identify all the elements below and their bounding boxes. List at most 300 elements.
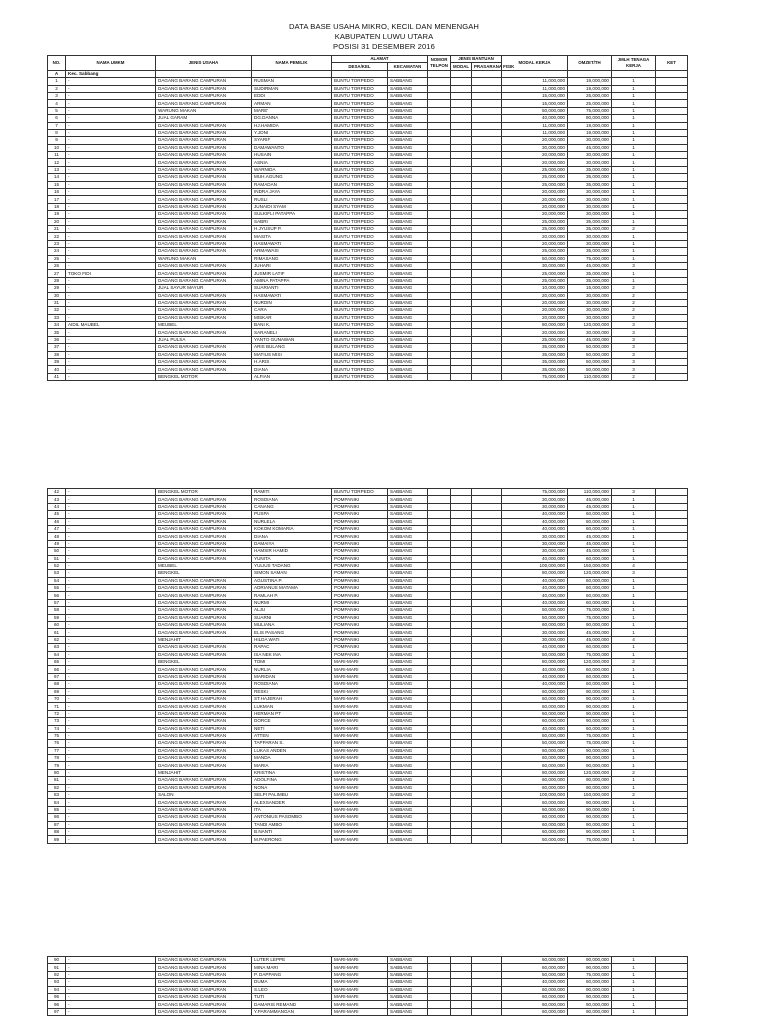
table-row bbox=[48, 979, 688, 986]
cell-nama-umkm: - bbox=[66, 152, 156, 159]
cell-no: 25 bbox=[48, 255, 66, 262]
table-row bbox=[48, 489, 688, 496]
cell-kecamatan: SABBANG bbox=[388, 496, 428, 503]
table-row bbox=[48, 159, 688, 166]
cell-modal bbox=[451, 695, 472, 702]
cell-nomor-telpon bbox=[428, 322, 451, 329]
cell-prasarana bbox=[472, 100, 502, 107]
cell-no: 16 bbox=[48, 189, 66, 196]
cell-ket bbox=[656, 784, 688, 791]
cell-no: 69 bbox=[48, 688, 66, 695]
cell-tenaga-kerja: 1 bbox=[612, 799, 656, 806]
cell-nomor-telpon bbox=[428, 107, 451, 114]
cell-tenaga-kerja: 2 bbox=[612, 307, 656, 314]
cell-tenaga-kerja: 1 bbox=[612, 78, 656, 85]
cell-nomor-telpon bbox=[428, 548, 451, 555]
cell-omzet: 110,000,000 bbox=[568, 489, 612, 496]
table-row bbox=[48, 359, 688, 366]
cell-modal bbox=[451, 979, 472, 986]
cell-nama-umkm: - bbox=[66, 166, 156, 173]
cell-nama-pemilik: ST.HAJERAH bbox=[252, 695, 332, 702]
cell-modal bbox=[451, 144, 472, 151]
cell-jenis-usaha: DAGANG BARANG CAMPURAN bbox=[156, 525, 252, 532]
cell-desa: POMPANIKI bbox=[332, 585, 388, 592]
cell-nama-umkm: - bbox=[66, 986, 156, 993]
cell-jenis-usaha: DAGANG BARANG CAMPURAN bbox=[156, 725, 252, 732]
cell-kecamatan: SABBANG bbox=[388, 152, 428, 159]
cell-modal bbox=[451, 248, 472, 255]
cell-omzet: 45,000,000 bbox=[568, 144, 612, 151]
cell-desa: MARI-MARI bbox=[332, 814, 388, 821]
cell-tenaga-kerja: 1 bbox=[612, 115, 656, 122]
cell-nama-pemilik: H.JYUSUP P. bbox=[252, 225, 332, 232]
cell-modal-kerja: 30,000,000 bbox=[502, 262, 568, 269]
cell-ket bbox=[656, 821, 688, 828]
cell-no: 74 bbox=[48, 725, 66, 732]
cell-desa: BUNTU TORPEDO bbox=[332, 489, 388, 496]
cell-kecamatan: SABBANG bbox=[388, 92, 428, 99]
cell-nama-umkm: - bbox=[66, 577, 156, 584]
table-row bbox=[48, 373, 688, 380]
cell-modal-kerja: 40,000,000 bbox=[502, 577, 568, 584]
cell-desa: BUNTU TORPEDO bbox=[332, 292, 388, 299]
cell-ket bbox=[656, 599, 688, 606]
cell-ket bbox=[656, 196, 688, 203]
cell-kecamatan: SABBANG bbox=[388, 373, 428, 380]
cell-omzet: 19,000,000 bbox=[568, 85, 612, 92]
cell-omzet: 30,000,000 bbox=[568, 196, 612, 203]
cell-nomor-telpon bbox=[428, 718, 451, 725]
cell-desa: POMPANIKI bbox=[332, 577, 388, 584]
cell-nama-umkm: - bbox=[66, 666, 156, 673]
cell-modal-kerja: 35,000,000 bbox=[502, 344, 568, 351]
cell-tenaga-kerja: 1 bbox=[612, 755, 656, 762]
cell-ket bbox=[656, 585, 688, 592]
cell-prasarana bbox=[472, 666, 502, 673]
cell-tenaga-kerja: 4 bbox=[612, 562, 656, 569]
table-row bbox=[48, 592, 688, 599]
cell-kecamatan: SABBANG bbox=[388, 174, 428, 181]
cell-ket bbox=[656, 681, 688, 688]
cell-omzet: 120,000,000 bbox=[568, 658, 612, 665]
cell-desa: BUNTU TORPEDO bbox=[332, 174, 388, 181]
cell-modal bbox=[451, 533, 472, 540]
cell-nama-pemilik: AMINA PATAPPA bbox=[252, 277, 332, 284]
cell-omzet: 90,000,000 bbox=[568, 957, 612, 964]
cell-no: 30 bbox=[48, 292, 66, 299]
cell-tenaga-kerja: 1 bbox=[612, 159, 656, 166]
cell-omzet: 30,000,000 bbox=[568, 152, 612, 159]
cell-prasarana bbox=[472, 122, 502, 129]
cell-omzet: 30,000,000 bbox=[568, 211, 612, 218]
col-kecamatan: KECAMATAN bbox=[388, 63, 428, 70]
cell-nama-pemilik: EDDI bbox=[252, 92, 332, 99]
cell-kecamatan: SABBANG bbox=[388, 270, 428, 277]
cell-nomor-telpon bbox=[428, 585, 451, 592]
cell-modal bbox=[451, 511, 472, 518]
table-row bbox=[48, 585, 688, 592]
cell-nama-umkm: - bbox=[66, 240, 156, 247]
cell-no: 36 bbox=[48, 336, 66, 343]
cell-no: 46 bbox=[48, 518, 66, 525]
cell-omzet: 45,000,000 bbox=[568, 336, 612, 343]
cell-modal bbox=[451, 577, 472, 584]
cell-modal-kerja: 20,000,000 bbox=[502, 314, 568, 321]
cell-nomor-telpon bbox=[428, 964, 451, 971]
cell-nama-pemilik: DIANA bbox=[252, 366, 332, 373]
cell-tenaga-kerja: 1 bbox=[612, 122, 656, 129]
cell-no: 40 bbox=[48, 366, 66, 373]
cell-modal bbox=[451, 196, 472, 203]
cell-desa: MARI-MARI bbox=[332, 993, 388, 1000]
cell-modal-kerja: 35,000,000 bbox=[502, 366, 568, 373]
table-row bbox=[48, 292, 688, 299]
cell-tenaga-kerja: 1 bbox=[612, 777, 656, 784]
cell-jenis-usaha: DAGANG BARANG CAMPURAN bbox=[156, 351, 252, 358]
cell-ket bbox=[656, 986, 688, 993]
cell-tenaga-kerja: 1 bbox=[612, 710, 656, 717]
cell-nomor-telpon bbox=[428, 784, 451, 791]
cell-no: 54 bbox=[48, 577, 66, 584]
cell-jenis-usaha: DAGANG BARANG CAMPURAN bbox=[156, 971, 252, 978]
cell-kecamatan: SABBANG bbox=[388, 255, 428, 262]
table-row bbox=[48, 122, 688, 129]
cell-nama-umkm: - bbox=[66, 336, 156, 343]
cell-kecamatan: SABBANG bbox=[388, 644, 428, 651]
cell-prasarana bbox=[472, 688, 502, 695]
cell-jenis-usaha: DAGANG BARANG CAMPURAN bbox=[156, 964, 252, 971]
cell-omzet: 19,000,000 bbox=[568, 78, 612, 85]
cell-nomor-telpon bbox=[428, 92, 451, 99]
cell-no: 9 bbox=[48, 137, 66, 144]
cell-nama-pemilik: MISKAR bbox=[252, 314, 332, 321]
cell-omzet: 90,000,000 bbox=[568, 747, 612, 754]
cell-modal-kerja: 20,000,000 bbox=[502, 159, 568, 166]
cell-modal bbox=[451, 174, 472, 181]
cell-tenaga-kerja: 3 bbox=[612, 336, 656, 343]
cell-nama-umkm: - bbox=[66, 747, 156, 754]
cell-nama-umkm: - bbox=[66, 314, 156, 321]
cell-ket bbox=[656, 562, 688, 569]
cell-nama-umkm: - bbox=[66, 562, 156, 569]
cell-modal-kerja: 30,000,000 bbox=[502, 540, 568, 547]
cell-no: 10 bbox=[48, 144, 66, 151]
cell-tenaga-kerja: 1 bbox=[612, 986, 656, 993]
cell-no: 71 bbox=[48, 703, 66, 710]
cell-tenaga-kerja: 1 bbox=[612, 718, 656, 725]
table-row bbox=[48, 78, 688, 85]
table-row bbox=[48, 181, 688, 188]
cell-ket bbox=[656, 592, 688, 599]
cell-ket bbox=[656, 373, 688, 380]
cell-jenis-usaha: DAGANG BARANG CAMPURAN bbox=[156, 681, 252, 688]
cell-modal-kerja: 50,000,000 bbox=[502, 607, 568, 614]
cell-nama-umkm: - bbox=[66, 644, 156, 651]
table-row bbox=[48, 518, 688, 525]
cell-nama-umkm: - bbox=[66, 1008, 156, 1015]
cell-nomor-telpon bbox=[428, 100, 451, 107]
cell-no: 62 bbox=[48, 636, 66, 643]
cell-omzet: 60,000,000 bbox=[568, 518, 612, 525]
cell-jenis-usaha: DAGANG BARANG CAMPURAN bbox=[156, 986, 252, 993]
table-row bbox=[48, 322, 688, 329]
cell-omzet: 90,000,000 bbox=[568, 1008, 612, 1015]
cell-tenaga-kerja: 2 bbox=[612, 373, 656, 380]
cell-no: 12 bbox=[48, 159, 66, 166]
cell-kecamatan: SABBANG bbox=[388, 993, 428, 1000]
cell-prasarana bbox=[472, 993, 502, 1000]
cell-jenis-usaha: DAGANG BARANG CAMPURAN bbox=[156, 540, 252, 547]
cell-nomor-telpon bbox=[428, 533, 451, 540]
cell-modal bbox=[451, 688, 472, 695]
cell-modal bbox=[451, 636, 472, 643]
cell-modal bbox=[451, 203, 472, 210]
cell-prasarana bbox=[472, 85, 502, 92]
cell-nama-umkm: - bbox=[66, 366, 156, 373]
cell-nama-umkm: - bbox=[66, 285, 156, 292]
cell-omzet: 45,000,000 bbox=[568, 262, 612, 269]
cell-nomor-telpon bbox=[428, 725, 451, 732]
cell-nama-pemilik: SUDIRMAN bbox=[252, 85, 332, 92]
cell-tenaga-kerja: 1 bbox=[612, 166, 656, 173]
cell-modal bbox=[451, 607, 472, 614]
cell-nama-umkm: - bbox=[66, 351, 156, 358]
cell-nama-pemilik: AGUSTINA P. bbox=[252, 577, 332, 584]
cell-ket bbox=[656, 189, 688, 196]
cell-prasarana bbox=[472, 836, 502, 843]
section-row bbox=[48, 70, 688, 77]
cell-nama-umkm: - bbox=[66, 755, 156, 762]
cell-kecamatan: SABBANG bbox=[388, 1008, 428, 1015]
cell-tenaga-kerja: 1 bbox=[612, 152, 656, 159]
cell-tenaga-kerja: 2 bbox=[612, 658, 656, 665]
cell-nama-pemilik: HASMAWATI bbox=[252, 240, 332, 247]
cell-desa: MARI-MARI bbox=[332, 1001, 388, 1008]
cell-ket bbox=[656, 366, 688, 373]
cell-modal bbox=[451, 373, 472, 380]
cell-nama-pemilik: DAMAWANTO bbox=[252, 144, 332, 151]
cell-tenaga-kerja: 1 bbox=[612, 533, 656, 540]
col-nomor-telpon: NOMOR TELPON bbox=[428, 56, 451, 71]
table-row bbox=[48, 496, 688, 503]
cell-prasarana bbox=[472, 747, 502, 754]
cell-modal-kerja: 15,000,000 bbox=[502, 92, 568, 99]
cell-nama-umkm: - bbox=[66, 814, 156, 821]
cell-omzet: 60,000,000 bbox=[568, 673, 612, 680]
cell-desa: BUNTU TORPEDO bbox=[332, 248, 388, 255]
cell-kecamatan: SABBANG bbox=[388, 732, 428, 739]
cell-nomor-telpon bbox=[428, 703, 451, 710]
cell-tenaga-kerja: 1 bbox=[612, 666, 656, 673]
cell-modal-kerja: 30,000,000 bbox=[502, 144, 568, 151]
cell-ket bbox=[656, 658, 688, 665]
cell-nomor-telpon bbox=[428, 299, 451, 306]
table-row bbox=[48, 718, 688, 725]
cell-modal-kerja: 50,000,000 bbox=[502, 107, 568, 114]
cell-ket bbox=[656, 107, 688, 114]
cell-nama-umkm: - bbox=[66, 122, 156, 129]
cell-no: 24 bbox=[48, 248, 66, 255]
cell-ket bbox=[656, 540, 688, 547]
cell-nomor-telpon bbox=[428, 836, 451, 843]
cell-nomor-telpon bbox=[428, 658, 451, 665]
cell-desa: MARI-MARI bbox=[332, 828, 388, 835]
cell-nomor-telpon bbox=[428, 614, 451, 621]
cell-no: 63 bbox=[48, 644, 66, 651]
cell-nomor-telpon bbox=[428, 673, 451, 680]
cell-nomor-telpon bbox=[428, 270, 451, 277]
cell-prasarana bbox=[472, 964, 502, 971]
cell-omzet: 75,000,000 bbox=[568, 836, 612, 843]
cell-no: 18 bbox=[48, 203, 66, 210]
table-row bbox=[48, 203, 688, 210]
cell-desa: BUNTU TORPEDO bbox=[332, 129, 388, 136]
cell-modal-kerja: 40,000,000 bbox=[502, 518, 568, 525]
cell-jenis-usaha: WARUNG MAKAN bbox=[156, 255, 252, 262]
cell-nama-pemilik: YANTO GUNAWAN bbox=[252, 336, 332, 343]
cell-modal-kerja: 40,000,000 bbox=[502, 525, 568, 532]
cell-kecamatan: SABBANG bbox=[388, 555, 428, 562]
cell-prasarana bbox=[472, 792, 502, 799]
cell-nomor-telpon bbox=[428, 651, 451, 658]
cell-nama-pemilik: ATTEN bbox=[252, 732, 332, 739]
cell-ket bbox=[656, 1008, 688, 1015]
cell-ket bbox=[656, 614, 688, 621]
cell-ket bbox=[656, 299, 688, 306]
cell-omzet: 120,000,000 bbox=[568, 570, 612, 577]
cell-nama-pemilik: RIMASANG bbox=[252, 255, 332, 262]
cell-nama-umkm: - bbox=[66, 85, 156, 92]
cell-modal-kerja: 40,000,000 bbox=[502, 511, 568, 518]
cell-nama-umkm: - bbox=[66, 181, 156, 188]
cell-tenaga-kerja: 1 bbox=[612, 703, 656, 710]
cell-omzet: 75,000,000 bbox=[568, 107, 612, 114]
cell-nama-umkm: - bbox=[66, 129, 156, 136]
cell-jenis-usaha: DAGANG BARANG CAMPURAN bbox=[156, 122, 252, 129]
cell-modal-kerja: 80,000,000 bbox=[502, 322, 568, 329]
cell-jenis-usaha: DAGANG BARANG CAMPURAN bbox=[156, 718, 252, 725]
cell-kecamatan: SABBANG bbox=[388, 299, 428, 306]
cell-nama-pemilik: ARMAWASI bbox=[252, 248, 332, 255]
cell-modal-kerja: 25,000,000 bbox=[502, 277, 568, 284]
cell-prasarana bbox=[472, 270, 502, 277]
cell-kecamatan: SABBANG bbox=[388, 137, 428, 144]
cell-jenis-usaha: MEUBEL bbox=[156, 322, 252, 329]
cell-desa: MARI-MARI bbox=[332, 688, 388, 695]
cell-nomor-telpon bbox=[428, 792, 451, 799]
cell-nama-pemilik: ELIS PASANG bbox=[252, 629, 332, 636]
cell-desa: POMPANIKI bbox=[332, 525, 388, 532]
cell-omzet: 45,000,000 bbox=[568, 629, 612, 636]
cell-jenis-usaha: DAGANG BARANG CAMPURAN bbox=[156, 203, 252, 210]
table-row bbox=[48, 695, 688, 702]
cell-nama-pemilik: YUNITA bbox=[252, 555, 332, 562]
cell-jenis-usaha: DAGANG BARANG CAMPURAN bbox=[156, 1001, 252, 1008]
cell-prasarana bbox=[472, 777, 502, 784]
cell-modal-kerja: 25,000,000 bbox=[502, 248, 568, 255]
cell-nama-pemilik: MUH.AGUNG bbox=[252, 174, 332, 181]
cell-kecamatan: SABBANG bbox=[388, 784, 428, 791]
cell-nama-umkm: - bbox=[66, 792, 156, 799]
cell-prasarana bbox=[472, 351, 502, 358]
cell-tenaga-kerja: 1 bbox=[612, 695, 656, 702]
cell-nama-pemilik: YULIUS TADANG bbox=[252, 562, 332, 569]
cell-modal bbox=[451, 218, 472, 225]
cell-jenis-usaha: DAGANG BARANG CAMPURAN bbox=[156, 651, 252, 658]
cell-prasarana bbox=[472, 644, 502, 651]
cell-modal bbox=[451, 292, 472, 299]
cell-modal bbox=[451, 307, 472, 314]
cell-modal bbox=[451, 122, 472, 129]
cell-omzet: 30,000,000 bbox=[568, 137, 612, 144]
cell-modal-kerja: 60,000,000 bbox=[502, 762, 568, 769]
cell-ket bbox=[656, 629, 688, 636]
cell-modal-kerja: 30,000,000 bbox=[502, 548, 568, 555]
cell-desa: MARI-MARI bbox=[332, 777, 388, 784]
cell-nomor-telpon bbox=[428, 570, 451, 577]
cell-tenaga-kerja: 4 bbox=[612, 636, 656, 643]
cell-kecamatan: SABBANG bbox=[388, 957, 428, 964]
cell-modal-kerja: 75,000,000 bbox=[502, 373, 568, 380]
cell-modal bbox=[451, 489, 472, 496]
cell-modal-kerja: 60,000,000 bbox=[502, 703, 568, 710]
cell-tenaga-kerja: 1 bbox=[612, 957, 656, 964]
cell-no: 76 bbox=[48, 740, 66, 747]
cell-jenis-usaha: SALON bbox=[156, 792, 252, 799]
cell-kecamatan: SABBANG bbox=[388, 344, 428, 351]
cell-omzet: 15,000,000 bbox=[568, 285, 612, 292]
cell-tenaga-kerja: 1 bbox=[612, 836, 656, 843]
col-omzet: OMZET/TH bbox=[568, 56, 612, 71]
cell-nama-umkm: - bbox=[66, 695, 156, 702]
cell-modal bbox=[451, 747, 472, 754]
cell-ket bbox=[656, 496, 688, 503]
table-row bbox=[48, 189, 688, 196]
cell-ket bbox=[656, 122, 688, 129]
cell-modal bbox=[451, 270, 472, 277]
cell-desa: BUNTU TORPEDO bbox=[332, 329, 388, 336]
cell-ket bbox=[656, 218, 688, 225]
cell-nama-pemilik: HILDA WATI bbox=[252, 636, 332, 643]
table-row bbox=[48, 740, 688, 747]
cell-nama-umkm: - bbox=[66, 344, 156, 351]
cell-jenis-usaha: DAGANG BARANG CAMPURAN bbox=[156, 755, 252, 762]
cell-nomor-telpon bbox=[428, 233, 451, 240]
cell-prasarana bbox=[472, 732, 502, 739]
cell-jenis-usaha: DAGANG BARANG CAMPURAN bbox=[156, 799, 252, 806]
cell-omzet: 50,000,000 bbox=[568, 351, 612, 358]
cell-prasarana bbox=[472, 248, 502, 255]
cell-desa: MARI-MARI bbox=[332, 806, 388, 813]
table-row bbox=[48, 836, 688, 843]
cell-nomor-telpon bbox=[428, 240, 451, 247]
cell-kecamatan: SABBANG bbox=[388, 218, 428, 225]
cell-desa: MARI-MARI bbox=[332, 762, 388, 769]
cell-modal bbox=[451, 1001, 472, 1008]
cell-omzet: 45,000,000 bbox=[568, 540, 612, 547]
cell-omzet: 45,000,000 bbox=[568, 533, 612, 540]
cell-tenaga-kerja: 1 bbox=[612, 629, 656, 636]
cell-desa: POMPANIKI bbox=[332, 636, 388, 643]
cell-modal-kerja: 60,000,000 bbox=[502, 710, 568, 717]
cell-modal-kerja: 11,000,000 bbox=[502, 78, 568, 85]
cell-desa: BUNTU TORPEDO bbox=[332, 351, 388, 358]
cell-desa: POMPANIKI bbox=[332, 622, 388, 629]
cell-nama-pemilik: NURLELA bbox=[252, 518, 332, 525]
cell-tenaga-kerja: 3 bbox=[612, 366, 656, 373]
title-line-2: KABUPATEN LUWU UTARA bbox=[334, 32, 434, 41]
cell-jenis-usaha: DAGANG BARANG CAMPURAN bbox=[156, 740, 252, 747]
